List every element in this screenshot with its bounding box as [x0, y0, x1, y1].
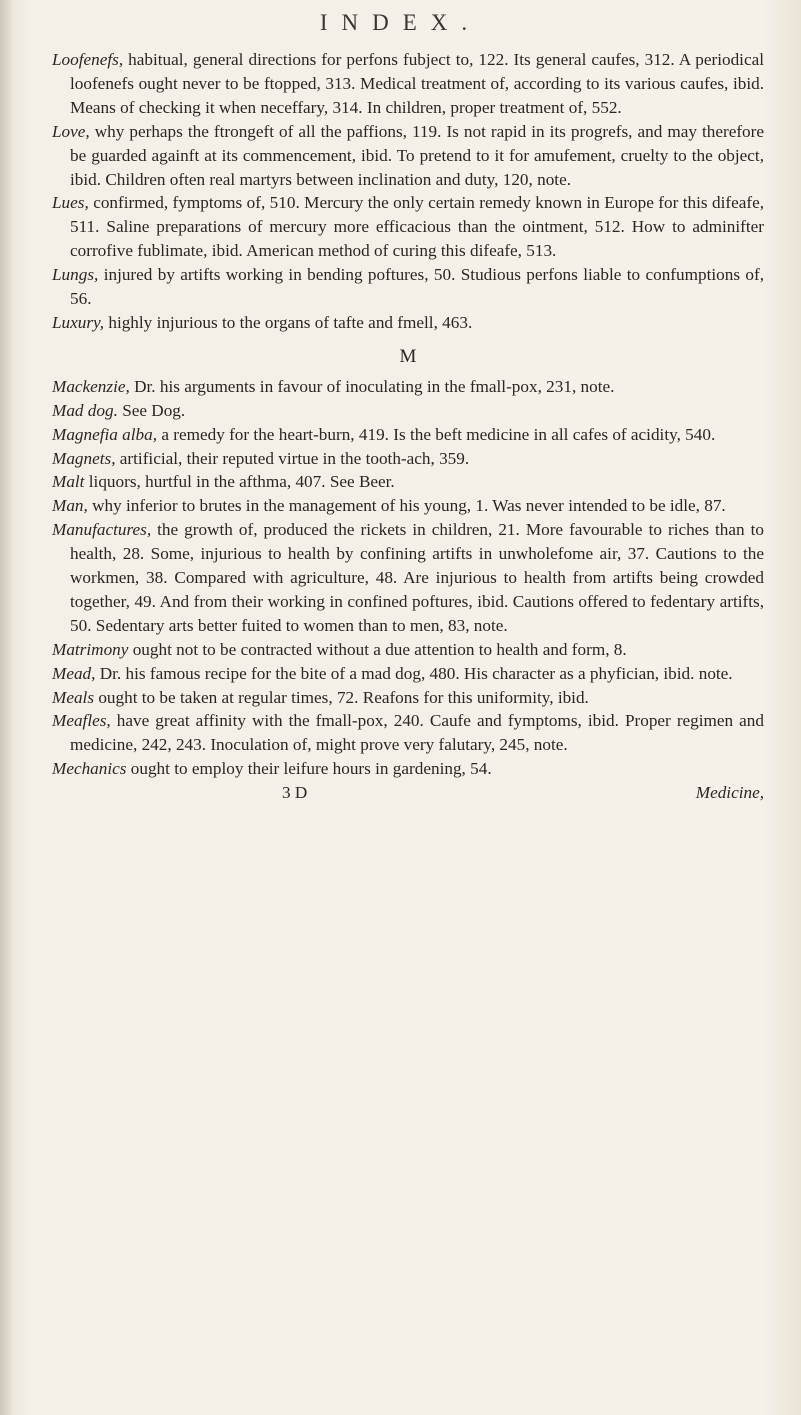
entry-text: the growth of, produced the rickets in children, 21. More favourable to riches than to health, 28. Some, injurious to health by confining artifts in unwholefome air, 37. Cautions to the workmen, 38. Compared with agriculture, 48. Are injurious to health from artifts being crowded together, 49. And from their working in confined poftures, ibid. Cautions offered to fedentary artifts, 50. Sedentary arts better fuited to women than to men, 83, note. [70, 520, 764, 635]
entry-term: Love, [52, 121, 90, 141]
entry-term: Mackenzie, [52, 376, 130, 396]
section-letter: M [399, 345, 417, 367]
index-entry [52, 399, 764, 423]
entry-term: Mead, [52, 663, 96, 683]
entry-text: Dr. his arguments in favour of inoculating in the fmall-pox, 231, note. [129, 376, 615, 396]
entry-term: Malt [52, 472, 85, 492]
entry-text: confirmed, fymptoms of, 510. Mercury the only certain remedy known in Europe for this difeafe, 511. Saline preparations of mercury more efficacious than the ointment, 512. How to adminifter corrofive fublimate, ibid. American method of curing this difeafe, 513. [70, 193, 764, 261]
entry-text: See Dog. [117, 400, 186, 420]
entry-text: injured by artifts working in bending poftures, 50. Studious perfons liable to confumptions of, 56. [70, 265, 764, 309]
index-entry [52, 120, 764, 192]
index-entry [52, 662, 764, 686]
index-entry [52, 423, 764, 447]
page-header: INDEX. [319, 10, 482, 35]
index-entry [52, 375, 764, 399]
index-entry [52, 638, 764, 662]
entry-text: liquors, hurtful in the afthma, 407. See Beer. [84, 472, 395, 492]
entry-text: ought not to be contracted without a due attention to health and form, 8. [128, 639, 627, 659]
index-entry [52, 686, 764, 710]
entry-term: Meafles, [52, 711, 111, 731]
catchword: Medicine, [695, 783, 764, 803]
entry-term: Manufactures, [52, 520, 152, 540]
index-entry [52, 48, 764, 120]
entry-term: Lues, [52, 193, 89, 213]
entry-term: Luxury, [52, 312, 105, 332]
entry-text: why perhaps the ftrongeft of all the paffions, 119. Is not rapid in its progrefs, and may therefore be guarded againft at its commencement, ibid. To pretend to it for amufement, cruelty to the object, ibid. Children often real martyrs between inclination and duty, 120, note. [70, 121, 764, 189]
index-entry [52, 447, 764, 471]
index-entry [52, 263, 764, 311]
entry-text: ought to employ their leifure hours in gardening, 54. [126, 759, 492, 779]
entry-text: a remedy for the heart-burn, 419. Is the beft medicine in all cafes of acidity, 540. [157, 424, 716, 444]
entry-term: Magnefia alba, [52, 424, 158, 444]
entry-text: why inferior to brutes in the management of his young, 1. Was never intended to be idle, 87. [87, 496, 726, 516]
signature-mark: 3 D [282, 783, 308, 803]
entry-text: Dr. his famous recipe for the bite of a mad dog, 480. His character as a phyfician, ibid. note. [95, 663, 733, 683]
index-entry [52, 470, 764, 494]
entry-text: habitual, general directions for perfons fubject to, 122. Its general caufes, 312. A periodical loofenefs ought never to be ftopped, 313. Medical treatment of, according to its various caufes, ibid. Means of checking it when neceffary, 314. In children, proper treatment of, 552. [70, 50, 764, 117]
index-entry [52, 518, 764, 638]
entry-term: Mechanics [52, 759, 127, 779]
binding-shadow [0, 0, 14, 1415]
page-footer [52, 781, 764, 805]
index-entry [52, 494, 764, 518]
entry-term: Mad dog. [52, 400, 118, 420]
entry-term: Meals [52, 687, 95, 707]
entry-term: Matrimony [52, 639, 129, 659]
entry-term: Man, [52, 496, 88, 516]
entry-term: Lungs, [52, 265, 99, 285]
index-content [52, 48, 764, 805]
entry-text: highly injurious to the organs of tafte and fmell, 463. [104, 312, 473, 332]
entry-term: Loofenefs, [52, 50, 124, 69]
index-entry [52, 709, 764, 757]
index-entry [52, 191, 764, 263]
entry-term: Magnets, [52, 448, 116, 468]
entry-text: have great affinity with the fmall-pox, 240. Caufe and fymptoms, ibid. Proper regimen and medicine, 242, 243. Inoculation of, might prove very falutary, 245, note. [70, 711, 764, 755]
entry-text: ought to be taken at regular times, 72. Reafons for this uniformity, ibid. [94, 687, 589, 707]
index-entry [52, 311, 764, 335]
entry-text: artificial, their reputed virtue in the tooth-ach, 359. [115, 448, 470, 468]
index-entry [52, 757, 764, 781]
